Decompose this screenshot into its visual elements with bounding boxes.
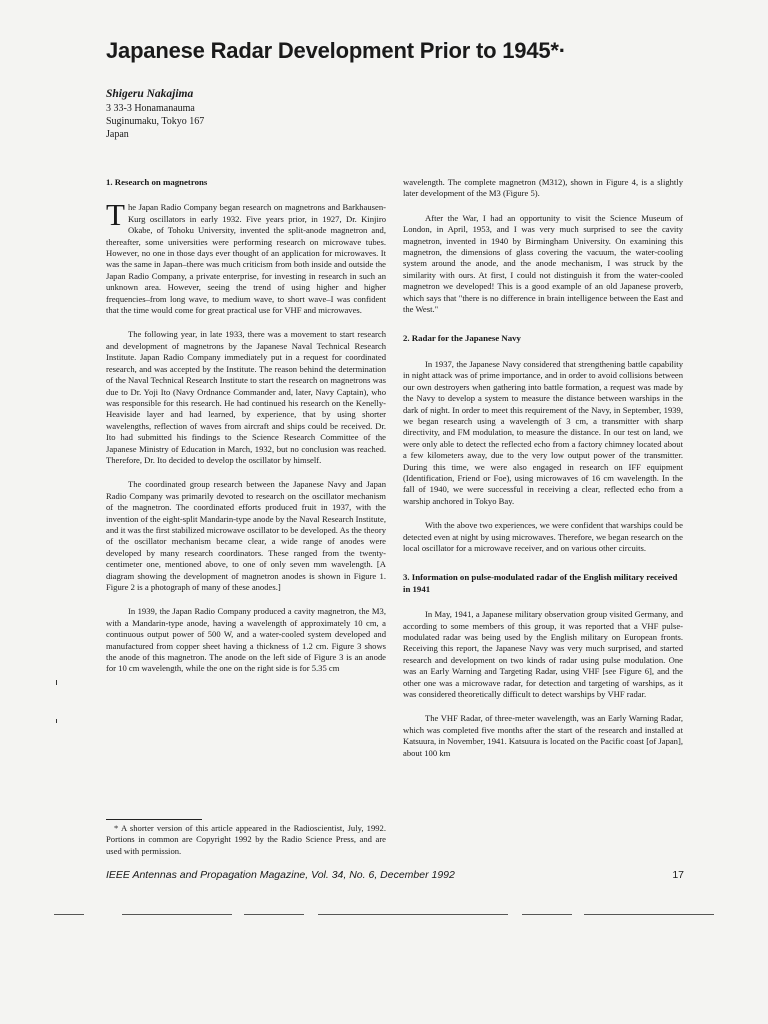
author-address-line-1: 3 33-3 Honamanauma (106, 103, 195, 114)
author-address-line-2: Suginumaku, Tokyo 167 (106, 116, 205, 127)
author-name: Shigeru Nakajima (106, 88, 194, 100)
author-address-line-3: Japan (106, 129, 129, 140)
paragraph-1 (106, 197, 386, 316)
paragraph-4: In 1939, the Japan Radio Company produced a cavity magnetron, the M3, with a Mandarin-type anode, having a wavelength of approximately 10 cm, a continuous output power of 500 W, and a water-cooled system developed and manufactured from copper sheet having a thickness of 1.2 cm. Figure 3 shows the anode of this magnetron. The anode on the left side of Figure 3 is an anode for 10 cm wavelength, while the one on the right side is for 5.35 cm (106, 606, 386, 674)
scan-artifact (56, 680, 57, 685)
drop-cap: T (106, 197, 125, 233)
section-heading-1: 1. Research on magnetrons (106, 177, 208, 187)
page-number: 17 (672, 869, 684, 881)
paragraph-2: The following year, in late 1933, there was a movement to start research and development of magnetrons by the Japanese Naval Technical Research Institute. Japan Radio Company immediately put in a request for coordinated research, and was accepted by the Institute. The reason behind the determination of the Naval Technical Research Institute to start the research on magnetrons was due to Dr. Yoji Ito (Navy Ordnance Commander and, later, Navy Captain), who was responsible for this research. He had continued his research on the Kenelly-Heaviside layer and had learned, by experience, that by using shorter wavelengths, reflection of waves from aircraft and ships could be received. Dr. Ito had submitted his findings to the Science Research Committee of the Japanese Ministry of Education in March, 1932, but no conclusion was reached. Therefore, Dr. Ito decided to develop the oscillator by himself. (106, 329, 386, 465)
right-column (403, 177, 683, 759)
section-heading-3: 3. Information on pulse-modulated radar of the English military received in 1941 (403, 572, 678, 594)
paragraph-6: After the War, I had an opportunity to visit the Science Museum of London, in April, 1953, and I was very much surprised to see the cavity magnetron, invented in 1940 by Birmingham University. On examining this magnetron, the dimensions of glass covering the vacuum, the water-cooling system around the anode, and the anode mechanism, I was struck by the similarity with ours. At first, I could not distinguish it from the water-cooled magnetron we developed! This is a good example of an old Japanese proverb, which says that "there is no difference in brain intelligence between the East and the West." (403, 212, 683, 315)
article-title: Japanese Radar Development Prior to 1945*· (106, 38, 566, 63)
footnote: * A shorter version of this article appeared in the Radioscientist, July, 1992. Portions in common are Copyright 1992 by the Radio Science Press, and are used with permission. (106, 823, 386, 856)
paragraph-3: The coordinated group research between the Japanese Navy and Japan Radio Company was primarily devoted to research on the oscillator mechanism of the magnetron. The coordinated efforts produced fruit in 1937, with the invention of the eight-split Mandarin-type anode by the Naval Research Institute, and it was the first stabilized microwave oscillator to be developed. As the theory of the oscillator mechanism became clear, a wide range of anodes were developed by many research coordinators. These ranged from the twenty-centimeter one, mentioned above, to one of only seven mm wavelength. [A diagram showing the development of magnetron anodes is shown in Figure 1. Figure 2 is a photograph of many of these anodes.] (106, 479, 386, 592)
scan-edge-lines (44, 912, 734, 918)
paragraph-5: wavelength. The complete magnetron (M312), shown in Figure 4, is a slightly later development of the M3 (Figure 5). (403, 177, 683, 199)
author-block (106, 88, 406, 141)
section-heading-2: 2. Radar for the Japanese Navy (403, 333, 521, 344)
paragraph-1-text: he Japan Radio Company began research on magnetrons and Barkhausen-Kurg oscillators in early 1932. Five years prior, in 1927, Dr. Kinjiro Okabe, of Tohoku University, invented the split-anode magnetron and, thereafter, some universities were performing research on microwave tubes. However, no one in those days ever thought of an application for microwaves. It was the same in Japan–there was much criticism from both inside and outside the Japan Radio Company, a private enterprise, for investing in research in such an unknown area. However, seeing the trend of using higher and higher frequencies–from long wave, to medium wave, to short wave–I was confident that the time would come for great practical use for VHF and microwaves. (106, 202, 386, 316)
footnote-rule (106, 819, 202, 820)
paragraph-8: With the above two experiences, we were confident that warships could be detected even at night by using microwaves. Therefore, we began research on the local oscillator for a microwave receiver, and on various other circuits. (403, 520, 683, 553)
paragraph-9: In May, 1941, a Japanese military observation group visited Germany, and according to some members of this group, it was reported that a VHF pulse-modulated radar was being used by the English military on European fronts. Receiving this report, the Japanese Navy was very much surprised, and started research and development on two kinds of radar using pulse modulation. One was an Early Warning and Targeting Radar, using VHF [see Figure 6], and the other one was a microwave radar, for detection and targeting of warships, as it was considered theoretically difficult to detect warships by VHF radar. (403, 609, 683, 700)
paragraph-7: In 1937, the Japanese Navy considered that strengthening battle capability in night attack was of prime importance, and in order to avoid collisions between our own destroyers when gathering into battle formation, a request was made by the Navy to develop a system to measure the distance between warships in the dark of night. In order to meet this requirement of the Navy, in September, 1939, we began research using a wavelength of 3 cm, a transmitter with sharp directivity, and FM modulation, to measure the distance. In our test on land, we were only able to detect the reflected echo from a factory chimney located about a few kilometers away, due to the very low output power of the transmitter. During this time, we were also engaged in research on IFF equipment (Identification, Friend or Foe), using microwaves of 16 cm wavelength. In the fall of 1940, we were successful in receiving a clear, reflected echo from a warship anchored in Tokyo Bay. (403, 358, 683, 506)
scan-artifact (56, 719, 57, 723)
journal-footer: IEEE Antennas and Propagation Magazine, Vol. 34, No. 6, December 1992 (106, 869, 455, 881)
paragraph-10: The VHF Radar, of three-meter wavelength, was an Early Warning Radar, which was completed five months after the start of the research and installed at Katsuura, in November, 1941. Katsuura is located on the Pacific coast [of Japan], about 100 km (403, 713, 683, 758)
left-column (106, 177, 386, 675)
